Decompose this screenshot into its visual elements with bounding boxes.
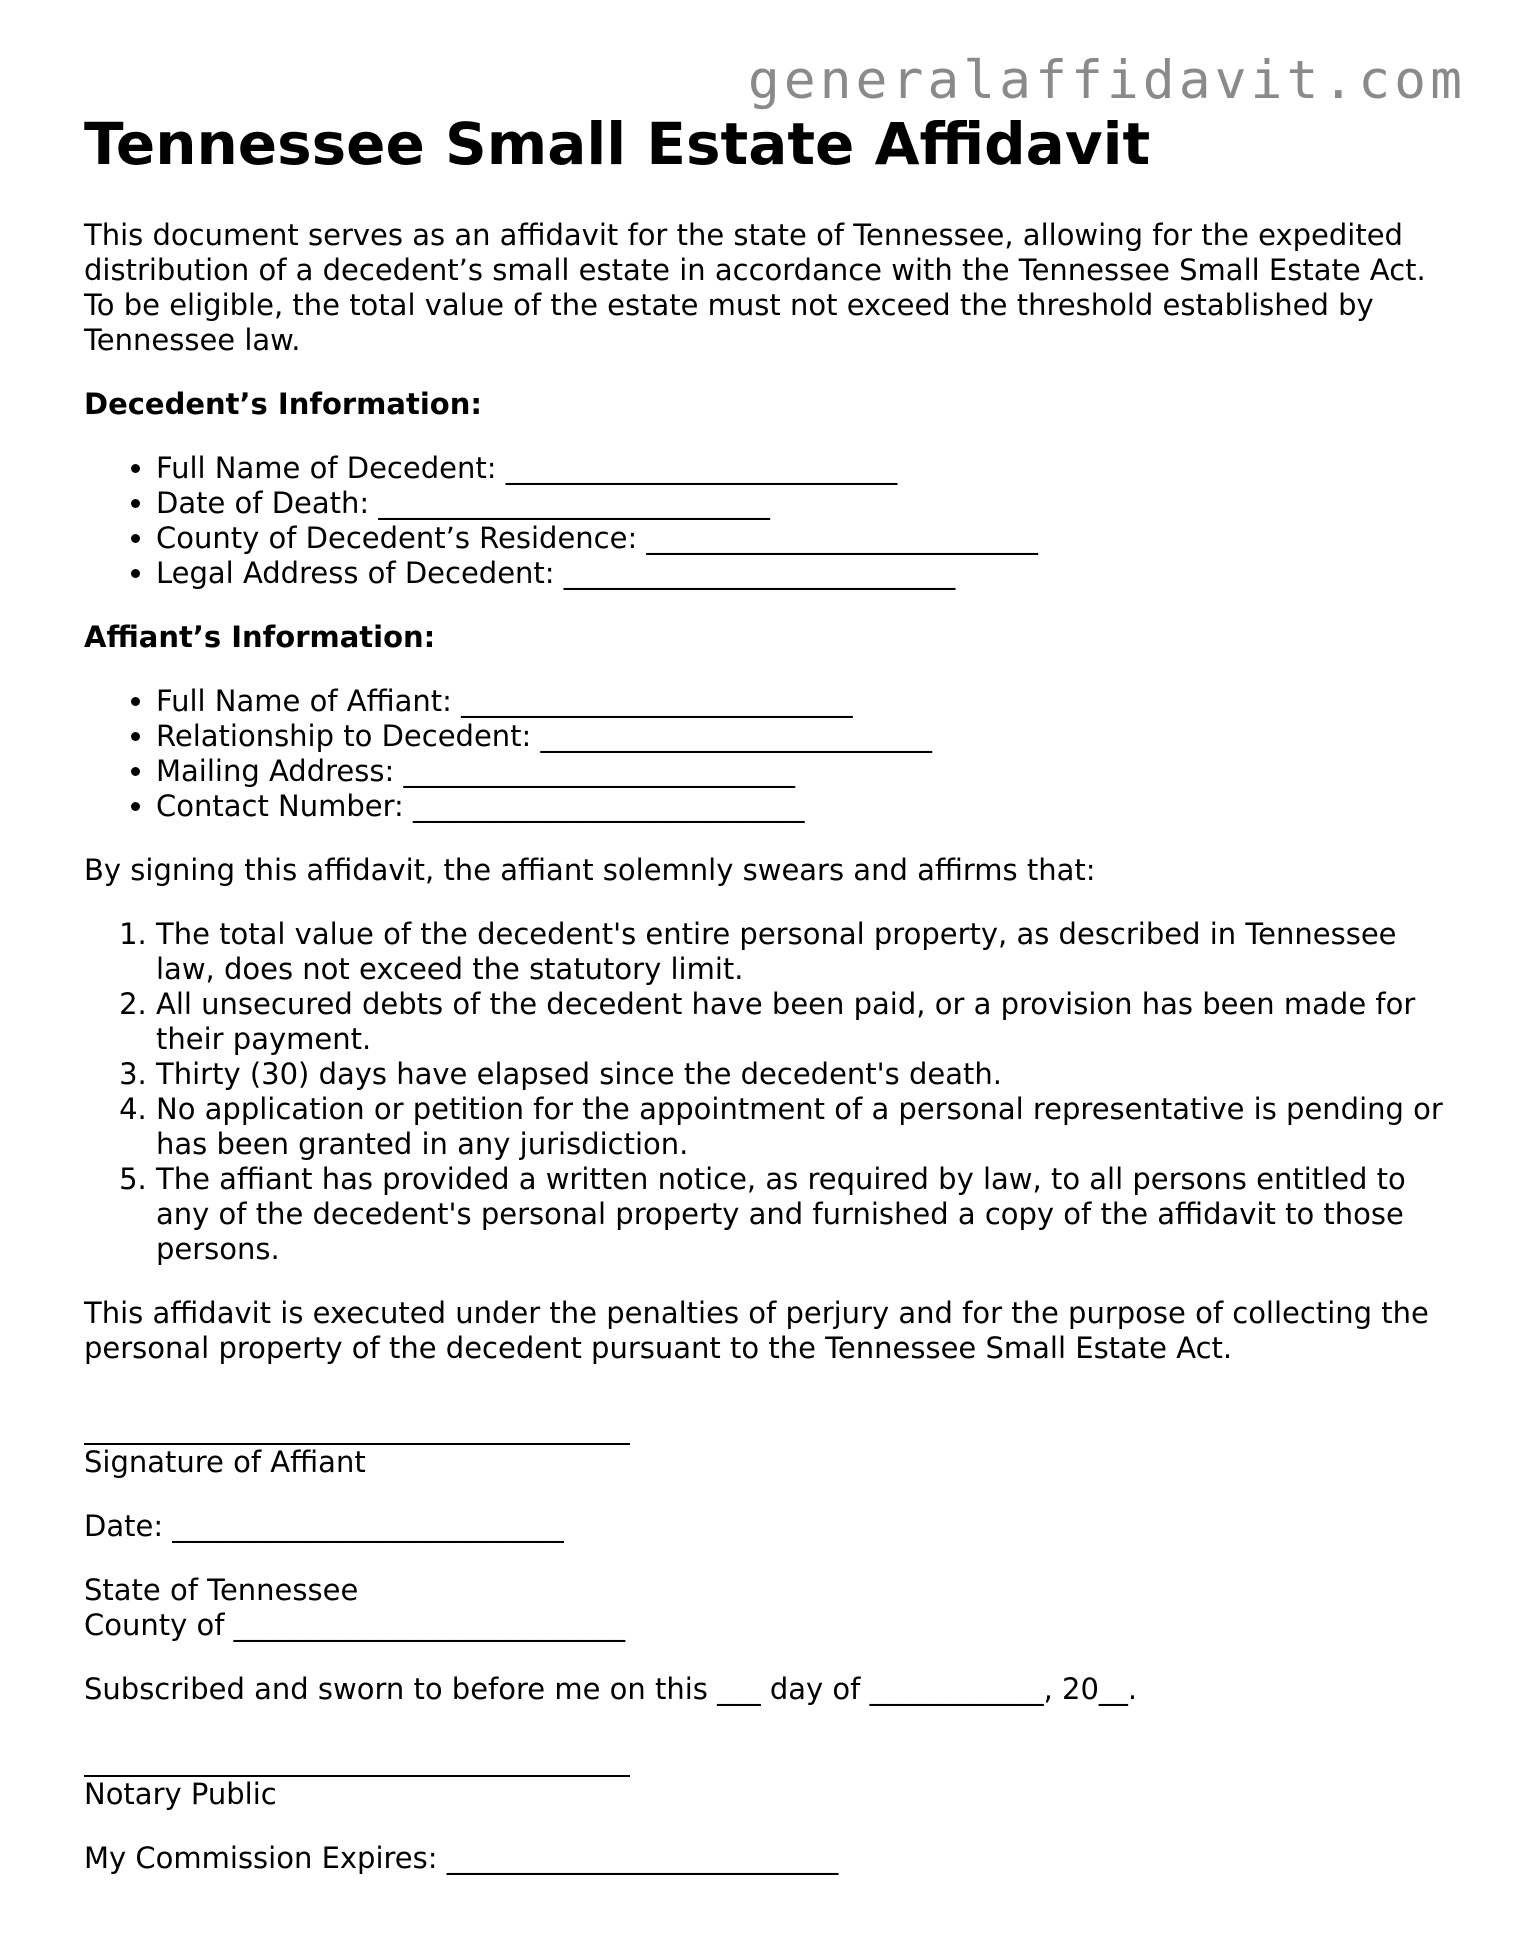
affiant-mailing-address-field[interactable]: • Mailing Address: ___________________________ xyxy=(156,754,1444,789)
notary-public-label: Notary Public xyxy=(84,1777,277,1811)
perjury-statement: This affidavit is executed under the penalties of perjury and for the purpose of collecting the personal property of the decedent pursuant to the Tennessee Small Estate Act. xyxy=(84,1296,1429,1365)
document-page xyxy=(84,106,1444,1876)
affiant-info-list xyxy=(84,684,1444,824)
affiant-signature-label: Signature of Affiant xyxy=(84,1445,366,1479)
sworn-statement[interactable]: Subscribed and sworn to before me on this ___ day of ____________, 20__. xyxy=(84,1672,1138,1706)
notary-county-field[interactable]: County of ___________________________ xyxy=(84,1608,626,1642)
affirmations-list xyxy=(84,917,1444,1267)
decedent-address-field[interactable]: • Legal Address of Decedent: ___________________________ xyxy=(156,556,1444,591)
signature-date-field[interactable]: Date: ___________________________ xyxy=(84,1509,564,1543)
decedent-info-list xyxy=(84,451,1444,591)
affiant-full-name-field[interactable]: • Full Name of Affiant: ___________________________ xyxy=(156,684,1444,719)
decedent-county-field[interactable]: • County of Decedent’s Residence: ___________________________ xyxy=(156,521,1444,556)
notary-state: State of Tennessee xyxy=(84,1573,359,1607)
watermark: generalaffidavit.com xyxy=(747,50,1466,111)
decedent-full-name-field[interactable]: • Full Name of Decedent: ___________________________ xyxy=(156,451,1444,486)
affiant-contact-number-field[interactable]: • Contact Number: ___________________________ xyxy=(156,789,1444,824)
document-title: Tennessee Small Estate Affidavit xyxy=(84,110,1151,178)
decedent-date-of-death-field[interactable]: • Date of Death: ___________________________ xyxy=(156,486,1444,521)
intro-paragraph: This document serves as an affidavit for the state of Tennessee, allowing for the expedited distribution of a decedent’s small estate in accordance with the Tennessee Small Estate Act. To be eligible, the total value of the estate must not exceed the threshold established by Tennessee law. xyxy=(84,218,1426,357)
notary-signature-line[interactable] xyxy=(84,1742,630,1777)
affirmation-item: 1. The total value of the decedent's entire personal property, as described in Tennessee law, does not exceed the statutory limit. xyxy=(156,917,1444,987)
affiant-heading: Affiant’s Information: xyxy=(84,620,436,654)
oath-intro: By signing this affidavit, the affiant solemnly swears and affirms that: xyxy=(84,853,1096,887)
affiant-signature-line[interactable] xyxy=(84,1410,630,1445)
affirmation-item: 3. Thirty (30) days have elapsed since the decedent's death. xyxy=(156,1057,1444,1092)
affirmation-item: 5. The affiant has provided a written notice, as required by law, to all persons entitled to any of the decedent's personal property and furnished a copy of the affidavit to those persons. xyxy=(156,1162,1444,1267)
commission-expires-field[interactable]: My Commission Expires: ___________________________ xyxy=(84,1841,839,1875)
affirmation-item: 4. No application or petition for the appointment of a personal representative is pending or has been granted in any jurisdiction. xyxy=(156,1092,1444,1162)
affirmation-item: 2. All unsecured debts of the decedent have been paid, or a provision has been made for their payment. xyxy=(156,987,1444,1057)
decedent-heading: Decedent’s Information: xyxy=(84,387,482,421)
affiant-relationship-field[interactable]: • Relationship to Decedent: ___________________________ xyxy=(156,719,1444,754)
